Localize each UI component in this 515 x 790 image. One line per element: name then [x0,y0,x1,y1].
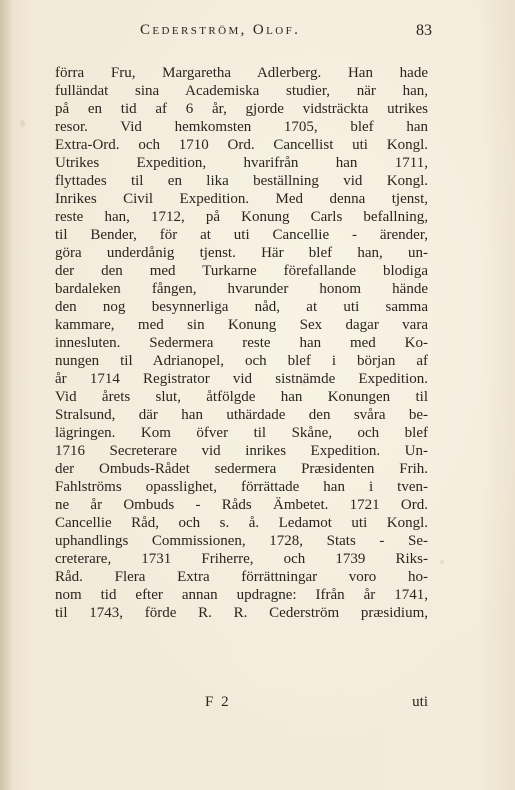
text-line: bardaleken fången, hvarunder honom hände [55,281,428,297]
text-line: der den med Turkarne förefallande blodiga [55,263,428,279]
text-line: flyttades til en lika beställning vid Kongl. [55,173,428,189]
text-line: 1716 Secreterare vid inrikes Expedition. Un- [55,443,428,459]
text-line: resor. Vid hemkomsten 1705, blef han [55,119,428,135]
text-line: nungen til Adrianopel, och blef i början af [55,353,428,369]
text-line: nom tid efter annan updragne: Ifrån år 1741, [55,587,428,603]
running-head: Cederström, Olof. [140,22,301,38]
foxing-stain [440,560,444,564]
text-line: Utrikes Expedition, hvarifrån han 1711, [55,155,428,171]
text-line: Extra-Ord. och 1710 Ord. Cancellist uti Kongl. [55,137,428,153]
text-line: Cancellie Råd, och s. å. Ledamot uti Kongl. [55,515,428,531]
page-footer [55,694,428,714]
text-line: på en tid af 6 år, gjorde vidsträckta utrikes [55,101,428,117]
text-line: förra Fru, Margaretha Adlerberg. Han hade [55,65,428,81]
text-line: uphandlings Commissionen, 1728, Stats - Se- [55,533,428,549]
signature-mark: F 2 [205,694,231,710]
text-line: fulländat sina Academiska studier, när han, [55,83,428,99]
page-header [60,22,432,44]
text-line: Vid årets slut, åtfölgde han Konungen til [55,389,428,405]
text-line: år 1714 Registrator vid sistnämde Expedition. [55,371,428,387]
text-line: til Bender, för at uti Cancellie - ärender, [55,227,428,243]
text-line: der Ombuds-Rådet sedermera Præsidenten Frih. [55,461,428,477]
foxing-stain [20,120,25,127]
text-line: Stralsund, där han uthärdade den svåra be- [55,407,428,423]
page-gutter-shadow [0,0,12,790]
text-line: Råd. Flera Extra förrättningar voro ho- [55,569,428,585]
text-line: lägringen. Kom öfver til Skåne, och blef [55,425,428,441]
text-line: creterare, 1731 Friherre, och 1739 Riks- [55,551,428,567]
text-line: ne år Ombuds - Råds Ämbetet. 1721 Ord. [55,497,428,513]
catchword: uti [412,694,428,710]
text-line: reste han, 1712, på Konung Carls befallning, [55,209,428,225]
page-number: 83 [416,22,432,39]
text-line: til 1743, förde R. R. Cederström præsidium, [55,605,428,621]
body-text [55,64,428,622]
text-line: Fahlströms opasslighet, förrättade han i tven- [55,479,428,495]
text-line: innesluten. Sedermera reste han med Ko- [55,335,428,351]
text-line: göra underdånig tjenst. Här blef han, un- [55,245,428,261]
text-line: Inrikes Civil Expedition. Med denna tjenst, [55,191,428,207]
text-line: kammare, med sin Konung Sex dagar vara [55,317,428,333]
text-line: den nog besynnerliga nåd, at uti samma [55,299,428,315]
